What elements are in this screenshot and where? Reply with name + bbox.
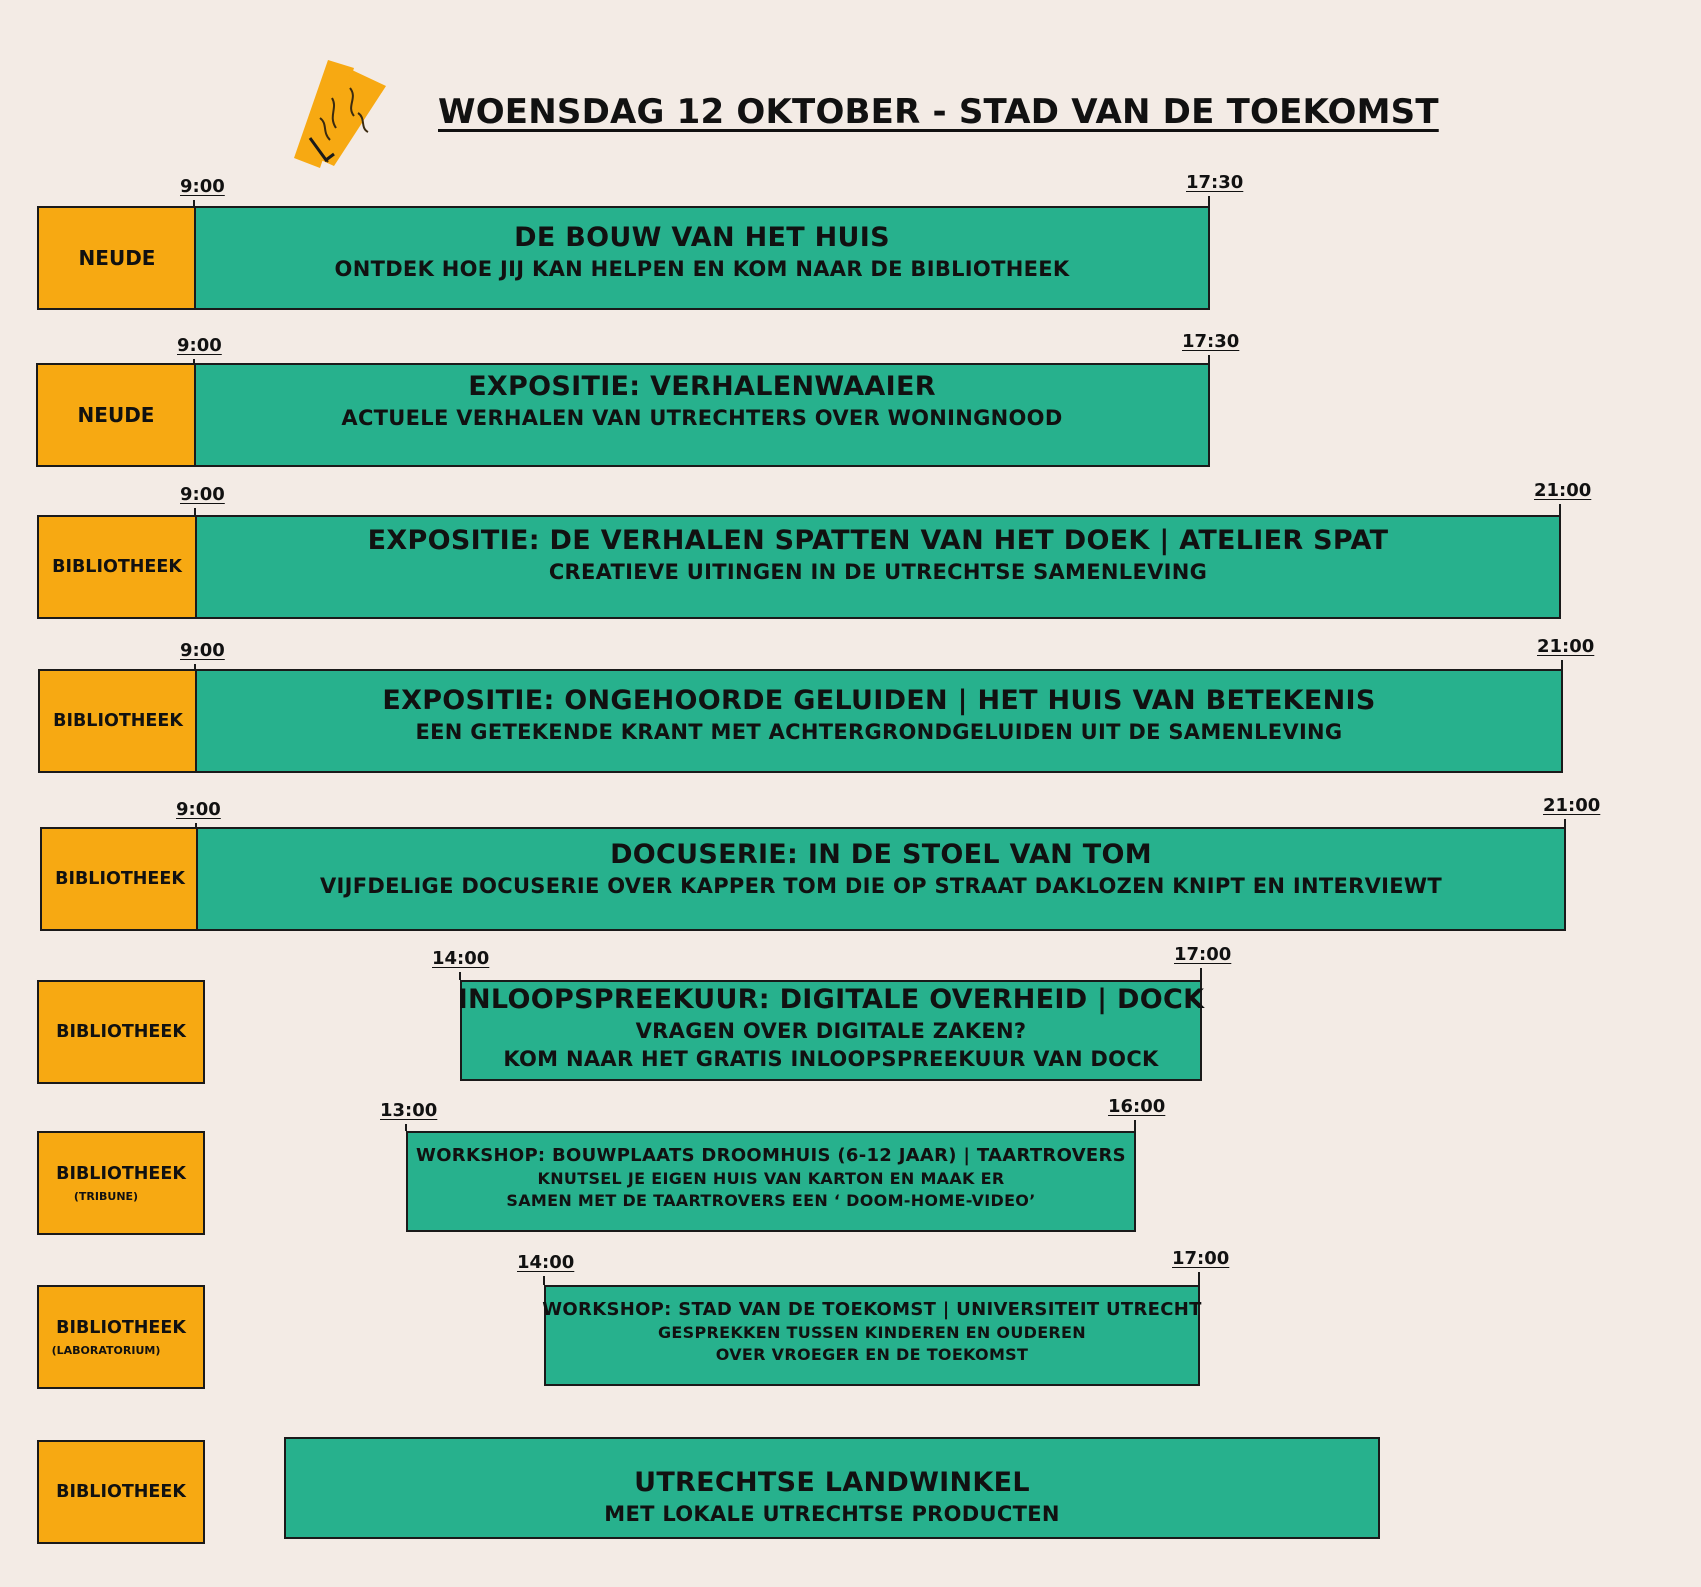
event-title: EXPOSITIE: DE VERHALEN SPATTEN VAN HET DOEK | ATELIER SPAT — [367, 525, 1389, 556]
end-time: 17:00 — [1172, 1248, 1230, 1269]
venue-label — [37, 1440, 205, 1544]
venue-sub: (TRIBUNE) — [73, 1189, 139, 1203]
event-description: ONTDEK HOE JIJ KAN HELPEN EN KOM NAAR DE BIBLIOTHEEK — [334, 257, 1070, 281]
event-description: GESPREKKEN TUSSEN KINDEREN EN OUDEREN — [658, 1323, 1086, 1342]
start-time: 9:00 — [180, 176, 225, 197]
event-block — [194, 363, 1210, 467]
start-time: 9:00 — [176, 799, 221, 820]
start-tick — [193, 200, 195, 206]
venue-sub: (LABORATORIUM) — [51, 1343, 161, 1357]
end-tick — [1561, 660, 1563, 669]
event-title: DOCUSERIE: IN DE STOEL VAN TOM — [610, 839, 1152, 870]
end-time: 17:30 — [1182, 331, 1240, 352]
end-tick — [1200, 968, 1202, 980]
start-time: 13:00 — [380, 1100, 438, 1121]
venue-label — [37, 515, 197, 619]
end-time: 17:30 — [1186, 172, 1244, 193]
venue-label — [38, 669, 198, 773]
event-block — [457, 980, 1205, 1081]
event-block — [544, 1285, 1200, 1386]
start-time: 9:00 — [180, 640, 225, 661]
event-title: INLOOPSPREEKUUR: DIGITALE OVERHEID | DOCK — [457, 984, 1205, 1015]
event-block — [284, 1437, 1380, 1539]
event-description: ACTUELE VERHALEN VAN UTRECHTERS OVER WONINGNOOD — [341, 406, 1063, 430]
start-time: 14:00 — [432, 948, 490, 969]
venue-name: NEUDE — [77, 403, 155, 427]
end-tick — [1134, 1120, 1136, 1131]
end-tick — [1564, 819, 1566, 827]
venue-name: BIBLIOTHEEK — [55, 869, 185, 889]
start-time: 14:00 — [517, 1252, 575, 1273]
event-block — [196, 827, 1566, 931]
event-description: MET LOKALE UTRECHTSE PRODUCTEN — [604, 1502, 1060, 1526]
event-title: DE BOUW VAN HET HUIS — [514, 222, 890, 253]
end-tick — [1559, 504, 1561, 515]
start-tick — [194, 508, 196, 515]
start-time: 9:00 — [177, 335, 222, 356]
event-description: EEN GETEKENDE KRANT MET ACHTERGRONDGELUIDEN UIT DE SAMENLEVING — [415, 720, 1343, 744]
venue-label — [37, 206, 197, 310]
wooden-planks-icon — [288, 58, 418, 183]
event-block — [195, 669, 1563, 773]
end-time: 17:00 — [1174, 944, 1232, 965]
event-description: SAMEN MET DE TAARTROVERS EEN ‘ DOOM-HOME-VIDEO’ — [506, 1191, 1036, 1210]
event-title: WORKSHOP: STAD VAN DE TOEKOMST | UNIVERSITEIT UTRECHT — [542, 1299, 1202, 1320]
event-description: KNUTSEL JE EIGEN HUIS VAN KARTON EN MAAK ER — [537, 1169, 1005, 1188]
end-tick — [1198, 1272, 1200, 1285]
venue-label — [37, 1285, 205, 1389]
event-block — [194, 206, 1210, 310]
start-tick — [193, 359, 195, 363]
venue-name: BIBLIOTHEEK — [52, 557, 182, 577]
event-description: CREATIEVE UITINGEN IN DE UTRECHTSE SAMENLEVING — [548, 560, 1208, 584]
start-tick — [459, 972, 461, 980]
start-tick — [405, 1124, 407, 1131]
start-tick — [543, 1276, 545, 1285]
event-description: OVER VROEGER EN DE TOEKOMST — [715, 1345, 1029, 1364]
event-block — [406, 1131, 1136, 1232]
event-title: UTRECHTSE LANDWINKEL — [634, 1467, 1030, 1498]
end-tick — [1208, 196, 1210, 206]
event-description: VIJFDELIGE DOCUSERIE OVER KAPPER TOM DIE OP STRAAT DAKLOZEN KNIPT EN INTERVIEWT — [319, 874, 1443, 898]
venue-name: BIBLIOTHEEK — [53, 711, 183, 731]
venue-name: BIBLIOTHEEK — [56, 1022, 186, 1042]
venue-name: BIBLIOTHEEK — [56, 1482, 186, 1502]
page-title: WOENSDAG 12 OKTOBER - STAD VAN DE TOEKOMST — [438, 92, 1439, 132]
event-description: VRAGEN OVER DIGITALE ZAKEN? — [635, 1019, 1027, 1043]
event-title: WORKSHOP: BOUWPLAATS DROOMHUIS (6-12 JAAR) | TAARTROVERS — [416, 1145, 1126, 1166]
venue-label — [36, 363, 196, 467]
end-tick — [1208, 355, 1210, 363]
end-time: 21:00 — [1543, 795, 1601, 816]
event-title: EXPOSITIE: ONGEHOORDE GELUIDEN | HET HUIS VAN BETEKENIS — [382, 685, 1376, 716]
venue-name: NEUDE — [78, 246, 156, 270]
venue-name: BIBLIOTHEEK — [56, 1163, 186, 1184]
event-title: EXPOSITIE: VERHALENWAAIER — [468, 371, 936, 402]
venue-label — [40, 827, 200, 931]
start-tick — [194, 664, 196, 669]
end-time: 16:00 — [1108, 1096, 1166, 1117]
end-time: 21:00 — [1534, 480, 1592, 501]
venue-label — [37, 1131, 205, 1235]
start-tick — [195, 823, 197, 827]
event-description: KOM NAAR HET GRATIS INLOOPSPREEKUUR VAN DOCK — [503, 1047, 1159, 1071]
event-block — [195, 515, 1561, 619]
venue-name: BIBLIOTHEEK — [56, 1317, 186, 1338]
start-time: 9:00 — [180, 484, 225, 505]
venue-label — [37, 980, 205, 1084]
end-time: 21:00 — [1537, 636, 1595, 657]
